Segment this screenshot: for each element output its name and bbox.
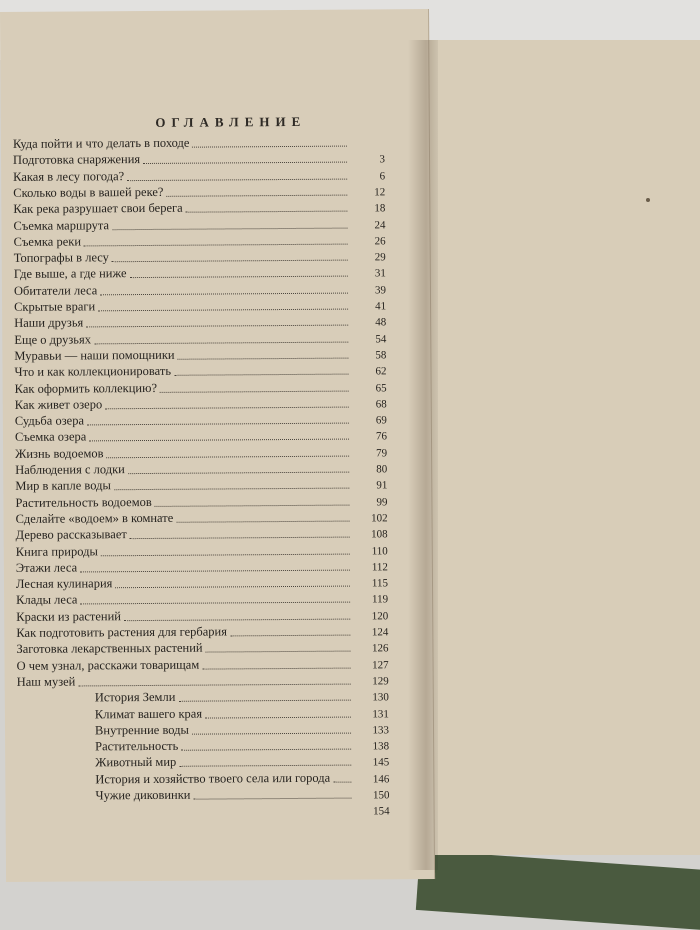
toc-entry bbox=[95, 753, 389, 771]
toc-entry-title: Как живет озеро bbox=[14, 397, 103, 412]
toc-entry-page: 41 bbox=[375, 300, 387, 313]
dot-leader bbox=[181, 749, 351, 751]
toc-entry-title: Клады леса bbox=[16, 592, 78, 608]
toc-entry-page: 69 bbox=[375, 414, 387, 427]
dot-leader bbox=[174, 374, 349, 376]
toc-entry-title: Съемка маршрута bbox=[13, 217, 110, 233]
toc-entry-title: Внутренние воды bbox=[94, 722, 189, 738]
toc-entry-title: Растительность bbox=[95, 738, 179, 754]
toc-entry-title: Этажи леса bbox=[15, 560, 78, 575]
toc-title: ОГЛАВЛЕНИЕ bbox=[155, 113, 307, 130]
toc-entry-page: 124 bbox=[371, 626, 389, 639]
toc-entry-page: 145 bbox=[372, 756, 390, 769]
left-page bbox=[0, 9, 435, 882]
toc-entry bbox=[95, 769, 389, 787]
toc-entry bbox=[95, 704, 389, 722]
toc-entry bbox=[96, 802, 390, 820]
toc-entry-title: Мир в капле воды bbox=[15, 478, 111, 494]
dot-leader bbox=[89, 439, 349, 442]
toc-entry-title: Где выше, а где ниже bbox=[13, 266, 127, 282]
toc-entry-page: 146 bbox=[372, 772, 390, 786]
toc-entry bbox=[95, 736, 389, 754]
toc-entry-page: 26 bbox=[374, 235, 386, 248]
dot-leader bbox=[178, 357, 349, 359]
toc-entry-page: 39 bbox=[374, 284, 386, 297]
dot-leader bbox=[178, 700, 350, 702]
table-of-contents bbox=[12, 133, 403, 818]
toc-entry-title: Жизнь водоемов bbox=[15, 445, 104, 461]
toc-entry-title: Книга природы bbox=[15, 543, 98, 559]
toc-entry-title: Лесная кулинария bbox=[15, 576, 113, 591]
toc-entry-title: Скрытые враги bbox=[14, 299, 96, 314]
toc-entry bbox=[95, 720, 389, 738]
dot-leader bbox=[84, 243, 348, 246]
dot-leader bbox=[128, 472, 349, 475]
toc-entry-title: Чужие диковинки bbox=[95, 787, 191, 803]
dot-leader bbox=[114, 488, 349, 491]
dot-leader bbox=[78, 683, 350, 686]
dot-leader bbox=[160, 390, 349, 392]
toc-entry-page: 112 bbox=[371, 561, 388, 574]
dot-leader bbox=[143, 162, 347, 164]
toc-entry-title: Животный мир bbox=[95, 755, 177, 770]
toc-entry-title: Муравьи — наши помощники bbox=[14, 347, 175, 363]
toc-entry-title: Съемка озера bbox=[14, 429, 87, 445]
dot-leader bbox=[130, 537, 350, 540]
dot-leader bbox=[192, 146, 347, 148]
toc-entry-page: 154 bbox=[373, 805, 390, 818]
toc-entry-page: 127 bbox=[372, 658, 389, 672]
toc-entry-title: Съемка реки bbox=[13, 234, 82, 249]
toc-entry-title: Какая в лесу погода? bbox=[13, 168, 125, 184]
dot-leader bbox=[87, 423, 349, 426]
toc-entry-page: 129 bbox=[372, 675, 389, 688]
toc-entry-page: 6 bbox=[379, 169, 386, 182]
dot-leader bbox=[206, 651, 351, 653]
dot-leader bbox=[100, 292, 348, 295]
dot-leader bbox=[112, 227, 347, 230]
toc-entry-title: Заготовка лекарственных растений bbox=[16, 640, 203, 657]
dot-leader bbox=[94, 341, 348, 344]
toc-entry-page: 138 bbox=[372, 740, 390, 753]
toc-entry-page: 68 bbox=[375, 398, 387, 411]
dot-leader bbox=[193, 798, 351, 800]
toc-entry-page: 79 bbox=[376, 446, 388, 460]
dot-leader bbox=[98, 309, 348, 312]
toc-entry-page: 76 bbox=[375, 430, 388, 443]
toc-entry-page: 108 bbox=[371, 528, 388, 541]
toc-entry-title: Судьба озера bbox=[14, 413, 85, 428]
toc-entry-title: Дерево рассказывает bbox=[15, 527, 127, 543]
dot-leader bbox=[192, 732, 351, 734]
dot-leader bbox=[333, 781, 351, 782]
dot-leader bbox=[186, 211, 348, 213]
dot-leader bbox=[80, 569, 350, 572]
dot-leader bbox=[124, 618, 350, 621]
toc-entry-title: Как река разрушает свои берега bbox=[13, 200, 183, 217]
dot-leader bbox=[107, 455, 350, 458]
toc-entry-title: Что и как коллекционировать bbox=[14, 364, 172, 380]
toc-entry-title: Подготовка снаряжения bbox=[12, 152, 141, 168]
toc-entry-page: 130 bbox=[372, 691, 389, 704]
toc-entry-page: 58 bbox=[375, 349, 387, 362]
toc-entry-title: О чем узнал, расскажи товарищам bbox=[16, 657, 200, 673]
toc-entry-page: 102 bbox=[371, 512, 388, 525]
toc-entry bbox=[95, 785, 389, 803]
dot-leader bbox=[205, 716, 351, 718]
dot-leader bbox=[166, 194, 347, 196]
toc-entry-page: 12 bbox=[374, 186, 386, 199]
toc-entry-page: 3 bbox=[379, 153, 386, 166]
toc-entry-page: 62 bbox=[375, 365, 387, 378]
toc-entry-title: Куда пойти и что делать в походе bbox=[12, 135, 190, 151]
toc-entry-title: Наблюдения с лодки bbox=[15, 462, 125, 477]
toc-entry-title: Как оформить коллекцию? bbox=[14, 380, 158, 396]
dot-leader bbox=[176, 520, 349, 522]
toc-entry-page: 48 bbox=[375, 316, 387, 329]
toc-entry-page: 31 bbox=[374, 267, 386, 280]
toc-entry bbox=[95, 687, 389, 705]
right-page bbox=[426, 40, 700, 855]
toc-entry-title: Сделайте «водоем» в комнате bbox=[15, 510, 174, 526]
toc-entry-page: 91 bbox=[376, 479, 388, 492]
page-speck bbox=[646, 198, 650, 202]
dot-leader bbox=[130, 276, 348, 279]
toc-entry-title: Климат вашего края bbox=[94, 706, 203, 721]
toc-entry-title: Растительность водоемов bbox=[15, 494, 152, 510]
dot-leader bbox=[230, 635, 350, 637]
dot-leader bbox=[112, 260, 348, 263]
toc-entry-page: 133 bbox=[372, 724, 390, 737]
dot-leader bbox=[155, 504, 350, 506]
toc-entry-page: 110 bbox=[371, 544, 388, 557]
toc-entry-page: 29 bbox=[374, 251, 386, 264]
dot-leader bbox=[115, 586, 350, 589]
toc-entry-title: Сколько воды в вашей реке? bbox=[13, 184, 164, 200]
toc-entry-page: 126 bbox=[371, 642, 389, 655]
dot-leader bbox=[105, 406, 349, 409]
toc-entry-title: Наш музей bbox=[16, 674, 76, 689]
toc-entry-page: 119 bbox=[371, 593, 389, 606]
toc-entry-page: 65 bbox=[375, 381, 387, 394]
toc-entry-title: Еще о друзьях bbox=[14, 331, 91, 347]
toc-entry-page: 120 bbox=[371, 609, 389, 623]
toc-entry-page: 80 bbox=[376, 463, 388, 476]
toc-entry-page: 150 bbox=[372, 789, 390, 802]
toc-entry-title: Обитатели леса bbox=[13, 283, 98, 298]
book-cover-edge bbox=[416, 850, 700, 930]
toc-entry-title: Наши друзья bbox=[14, 315, 84, 331]
toc-entry-page: 54 bbox=[375, 332, 387, 345]
dot-leader bbox=[179, 765, 351, 767]
dot-leader bbox=[101, 553, 350, 556]
toc-entry-page: 131 bbox=[372, 707, 389, 720]
toc-entry-title: История Земли bbox=[94, 689, 176, 705]
dot-leader bbox=[86, 325, 348, 328]
dot-leader bbox=[127, 178, 347, 181]
toc-entry-page: 18 bbox=[374, 202, 386, 215]
toc-entry-page: 99 bbox=[376, 495, 388, 508]
spine-shadow bbox=[408, 40, 438, 870]
toc-entry-title: Краски из растений bbox=[16, 608, 122, 624]
dot-leader bbox=[80, 602, 350, 605]
toc-entry-page: 24 bbox=[374, 218, 386, 231]
dot-leader bbox=[202, 667, 350, 669]
toc-entry-title: История и хозяйство твоего села или города bbox=[95, 770, 331, 787]
toc-entry-page: 115 bbox=[371, 577, 389, 590]
toc-entry-title: Как подготовить растения для гербария bbox=[16, 624, 228, 640]
toc-entry-title: Топографы в лесу bbox=[13, 250, 109, 266]
